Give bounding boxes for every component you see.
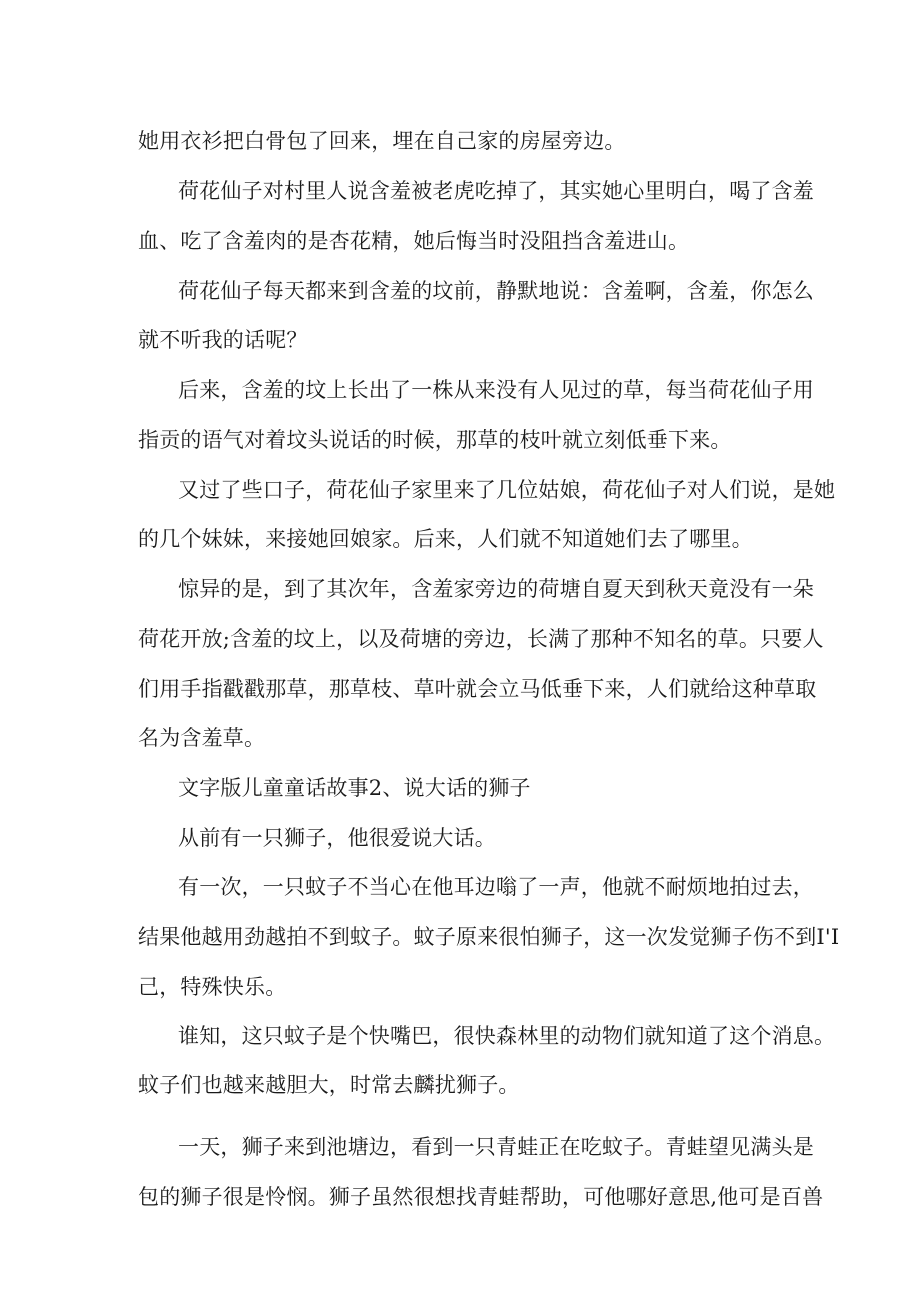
text-line: 她用衣衫把白骨包了回来，埋在自己家的房屋旁边。	[138, 129, 626, 153]
text-line: 荷花仙子每天都来到含羞的坟前，静默地说：含羞啊，含羞，你怎么	[178, 279, 814, 303]
text-line: 从前有一只狮子，他很爱说大话。	[178, 826, 496, 850]
text-line: 又过了些口子，荷花仙子家里来了几位姑娘，荷花仙子对人们说，是她	[178, 478, 836, 502]
text-line: 结果他越用劲越拍不到蚊子。蚊子原来很怕狮子，这一次发觉狮子伤不到I'I	[138, 925, 840, 949]
text-line: 们用手指戳戳那草，那草枝、草叶就会立马低垂下来，人们就给这种草取	[138, 677, 817, 701]
text-line: 己，特殊快乐。	[138, 975, 287, 999]
text-line: 指贡的语气对着坟头说话的时候，那草的枝叶就立刻低垂下来。	[138, 428, 732, 452]
text-line: 就不听我的话呢？	[138, 328, 308, 352]
text-line: 惊异的是，到了其次年，含羞家旁边的荷塘自夏天到秋天竟没有一朵	[178, 577, 814, 601]
section-heading: 文字版儿童童话故事2、说大话的狮子	[178, 776, 531, 800]
text-line: 一天，狮子来到池塘边，看到一只青蛙正在吃蚊子。青蛙望见满头是	[178, 1135, 814, 1159]
text-line: 谁知，这只蚊子是个快嘴巴，很快森林里的动物们就知道了这个消息。	[178, 1024, 836, 1048]
text-line: 荷花开放;含羞的坟上，以及荷塘的旁边，长满了那种不知名的草。只要人	[138, 627, 824, 651]
text-line: 有一次，一只蚊子不当心在他耳边嗡了一声，他就不耐烦地拍过去，	[178, 875, 814, 899]
text-line: 后来，含羞的坟上长出了一株从来没有人见过的草，每当荷花仙子用	[178, 378, 814, 402]
text-line: 包的狮子很是怜悯。狮子虽然很想找青蛙帮助，可他哪好意思,他可是百兽	[138, 1185, 824, 1209]
text-line: 的几个妹妹，来接她回娘家。后来，人们就不知道她们去了哪里。	[138, 527, 753, 551]
text-line: 荷花仙子对村里人说含羞被老虎吃掉了，其实她心里明白，喝了含羞	[178, 179, 814, 203]
text-line: 血、吃了含羞肉的是杏花精，她后悔当时没阻挡含羞进山。	[138, 229, 690, 253]
text-line: 蚊子们也越来越胆大，时常去麟扰狮子。	[138, 1073, 520, 1097]
text-line: 名为含羞草。	[138, 726, 266, 750]
